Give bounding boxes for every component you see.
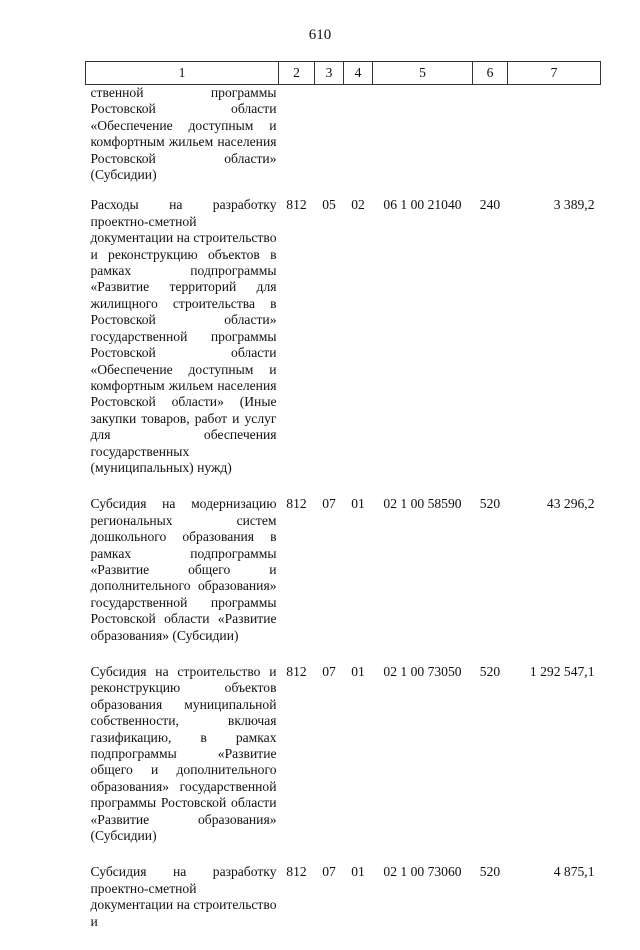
- row-target-article: [373, 85, 473, 198]
- row-subsection-code: 02: [351, 197, 365, 213]
- row-description: Субсидия на строительство и реконструкцию объектов образования муниципальной собственности, включая газификацию, в рамках подпрограммы «Развитие общего и дополнительного образования» государственной программы Ростовской области «Развитие образования» (Субсидии): [90, 664, 277, 844]
- table-row: [86, 85, 601, 198]
- row-target-article: 02 1 00 58590: [383, 496, 462, 512]
- column-header-2: 2: [279, 62, 315, 85]
- row-expense-type: 240: [479, 197, 501, 213]
- table-row: [86, 864, 601, 950]
- row-ministry-code: [279, 85, 315, 198]
- row-expense-type: 520: [479, 496, 501, 512]
- column-header-7: 7: [508, 62, 601, 85]
- row-ministry-code: 812: [286, 664, 307, 679]
- column-header-4: 4: [344, 62, 373, 85]
- page-number: 610: [308, 27, 332, 43]
- column-header-6: 6: [473, 62, 508, 85]
- row-amount: 3 389,2: [553, 197, 595, 213]
- row-description: Субсидия на модернизацию региональных систем дошкольного образования в рамках подпрограммы «Развитие общего и дополнительного образования» государственной программы Ростовской области «Развитие образования» (Субсидии): [90, 496, 277, 643]
- row-section-code: [315, 85, 344, 198]
- row-amount: 1 292 547,1: [529, 664, 595, 679]
- row-subsection-code: 01: [351, 664, 365, 679]
- row-subsection-code: [344, 85, 373, 198]
- row-description: ственной программы Ростовской области «Обеспечение доступным и комфортным жильем населения Ростовской области» (Субсидии): [90, 85, 277, 183]
- column-header-5: 5: [373, 62, 473, 85]
- row-section-code: 07: [322, 496, 336, 512]
- table-row: [86, 664, 601, 864]
- row-ministry-code: 812: [286, 864, 307, 880]
- row-section-code: 07: [322, 864, 336, 880]
- table-row: [86, 197, 601, 496]
- row-description: Субсидия на разработку проектно-сметной документации на строительство и: [90, 864, 277, 929]
- table-row: [86, 496, 601, 664]
- row-section-code: 07: [322, 664, 336, 679]
- row-target-article: 02 1 00 73060: [383, 864, 462, 880]
- row-section-code: 05: [322, 197, 336, 213]
- row-expense-type: 520: [479, 664, 501, 679]
- row-ministry-code: 812: [286, 197, 307, 213]
- row-target-article: 02 1 00 73050: [383, 664, 462, 679]
- row-subsection-code: 01: [351, 864, 365, 880]
- row-amount: [508, 85, 601, 198]
- column-header-1: 1: [86, 62, 279, 85]
- column-header-3: 3: [315, 62, 344, 85]
- row-expense-type: [473, 85, 508, 198]
- row-amount: 4 875,1: [553, 864, 595, 880]
- row-description: Расходы на разработку проектно-сметной документации на строительство и реконструкцию объектов в рамках подпрограммы «Развитие территорий для жилищного строительства в Ростовской области» государственной программы Ростовской области «Обеспечение доступным и комфортным жильем населения Ростовской области» (Иные закупки товаров, работ и услуг для обеспечения государственных (муниципальных) нужд): [90, 197, 277, 475]
- row-target-article: 06 1 00 21040: [383, 197, 462, 213]
- row-expense-type: 520: [479, 864, 501, 880]
- budget-table: [85, 61, 601, 950]
- row-amount: 43 296,2: [546, 496, 595, 512]
- row-subsection-code: 01: [351, 496, 365, 512]
- row-ministry-code: 812: [286, 496, 307, 512]
- table-header: [86, 62, 601, 85]
